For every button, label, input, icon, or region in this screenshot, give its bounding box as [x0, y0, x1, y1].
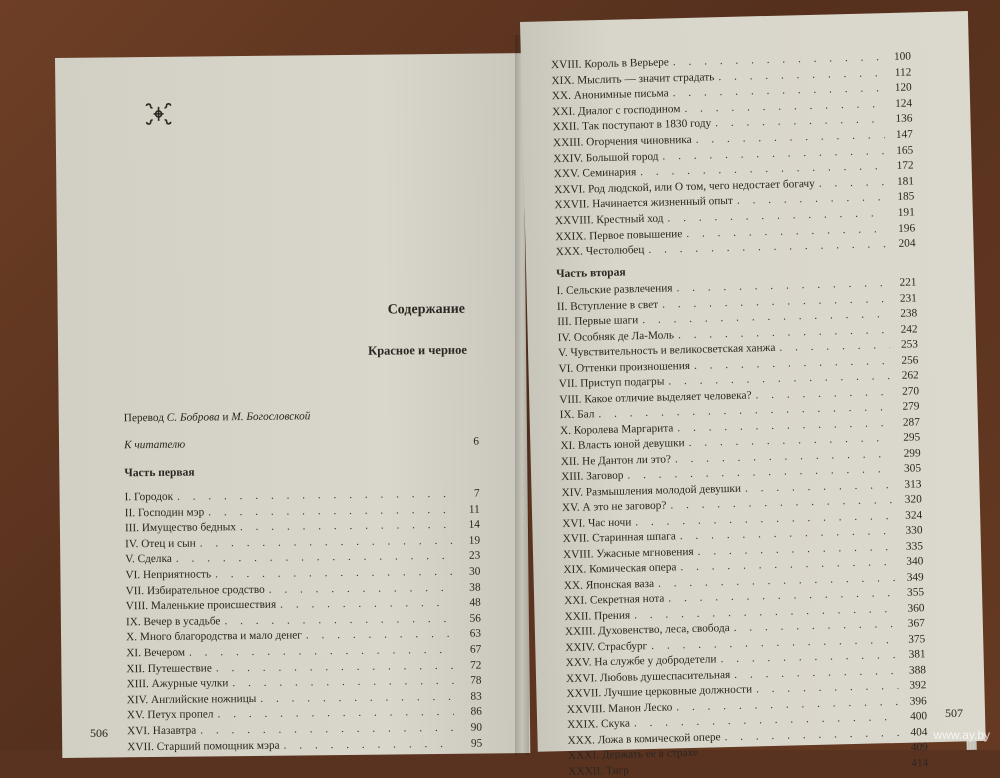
- dot-leader: [819, 176, 887, 190]
- toc-entry-label: X. Много благородства и мало денег: [126, 629, 302, 644]
- toc-entry-label: V. Сделка: [125, 553, 172, 566]
- dot-leader: [724, 726, 899, 742]
- toc-entry-label: XIII. Ажурные чулки: [126, 677, 229, 691]
- toc-entry-page: 136: [895, 112, 913, 126]
- dot-leader: [642, 308, 889, 326]
- toc-entry-label: I. Городок: [124, 490, 174, 504]
- toc-entry-page: 100: [893, 50, 912, 63]
- toc-entry-label: XX. Японская ваза: [563, 577, 655, 592]
- toc-entry-label: IX. Вечер в усадьбе: [125, 615, 221, 629]
- toc-entry-page: 305: [903, 462, 922, 475]
- toc-entry-page: 340: [906, 555, 924, 568]
- dot-leader: [696, 129, 885, 146]
- toc-entry-label: XV. Петух пропел: [126, 708, 214, 722]
- dot-leader: [779, 339, 890, 354]
- toc-entry-page: 185: [897, 190, 915, 204]
- dot-leader: [217, 706, 453, 720]
- toc-entry-label: VIII. Маленькие происшествия: [125, 598, 277, 613]
- toc-entry-page: 165: [896, 144, 914, 157]
- left-page: [55, 53, 530, 758]
- toc-entry-label: IV. Отец и сын: [125, 537, 196, 551]
- dot-leader: [662, 293, 889, 311]
- toc-entry: [126, 597, 481, 613]
- toc-entry: [125, 503, 480, 519]
- toc-entry-page: 238: [900, 307, 918, 320]
- dot-leader: [680, 525, 895, 542]
- dot-leader: [680, 556, 895, 573]
- toc-entry-page: 360: [907, 601, 925, 615]
- dot-leader: [662, 145, 885, 162]
- toc-entry-label: XXIV. Страсбург: [565, 639, 648, 654]
- toc-entry-page: 355: [906, 586, 925, 599]
- toc-entry-label: VIII. Какое отличие выделяет человека?: [559, 388, 752, 406]
- toc-entry-label: XXX. Честолюбец: [555, 244, 645, 259]
- dot-leader: [694, 355, 891, 372]
- dot-leader: [640, 160, 886, 178]
- toc-entry-label: XIII. Заговор: [560, 469, 624, 484]
- toc-entry-page: 72: [470, 659, 482, 672]
- dot-leader: [734, 618, 897, 634]
- toc-entry-page: 381: [908, 648, 926, 661]
- toc-entry-label: XV. А это не заговор?: [561, 499, 667, 515]
- dot-leader: [651, 633, 897, 651]
- dot-leader: [667, 207, 887, 224]
- dot-leader: [224, 613, 453, 627]
- toc-entry-page: 19: [468, 534, 481, 547]
- toc-entry-page: 287: [902, 415, 921, 429]
- toc-entry-page: 400: [909, 710, 928, 723]
- toc-entry-page: 196: [898, 222, 916, 235]
- toc-entry-page: 375: [908, 632, 926, 646]
- toc-entry: [126, 581, 481, 597]
- toc-entry-page: 279: [902, 400, 920, 413]
- part-one-heading: Часть первая: [124, 466, 195, 480]
- dot-leader: [737, 191, 887, 207]
- dot-leader: [745, 479, 894, 495]
- toc-entry-page: 409: [910, 741, 928, 754]
- toc-entry-label: XXI. Диалог с господином: [552, 102, 681, 119]
- toc-entry-page: 253: [900, 338, 919, 351]
- toc-entry: [125, 488, 480, 504]
- dot-leader: [280, 597, 453, 611]
- toc-entry-page: 349: [906, 570, 924, 584]
- dot-leader: [208, 503, 452, 518]
- toc-entry-page: 299: [903, 446, 921, 460]
- toc-entry-label: XXI. Секретная нота: [564, 592, 665, 608]
- toc-entry-page: 147: [895, 128, 914, 141]
- toc-entry: [127, 737, 482, 753]
- toc-entry-page: 295: [903, 431, 921, 444]
- dot-leader: [260, 691, 454, 705]
- toc-entry-page: 95: [470, 737, 483, 750]
- dot-leader: [670, 494, 894, 511]
- toc-entry-label: XII. Не Дантон ли это?: [560, 452, 672, 468]
- toc-entry-page: 90: [470, 721, 483, 734]
- toc-entry-page: 330: [905, 524, 923, 537]
- toc-entry-page: 388: [908, 663, 927, 677]
- dot-leader: [697, 540, 895, 557]
- dot-leader: [648, 238, 887, 256]
- dot-leader: [658, 571, 896, 589]
- ornament-icon: [143, 102, 173, 126]
- toc-entry-page: 14: [468, 518, 480, 531]
- page-number-right: 507: [945, 706, 963, 720]
- toc-entry-label: XXIII. Огорчения чиновника: [552, 133, 692, 150]
- toc-entry-label: XXIII. Духовенство, леса, свобода: [564, 622, 730, 639]
- toc-entry-label: XIX. Мыслить — значит страдать: [551, 70, 715, 87]
- toc-entry-page: 204: [898, 237, 916, 251]
- toc-entry: [126, 644, 481, 660]
- toc-entry-page: 242: [900, 322, 918, 336]
- toc-entry-label: XXVIII. Крестный ход: [554, 212, 664, 228]
- dot-leader: [284, 737, 455, 751]
- dot-leader: [677, 417, 892, 434]
- toc-entry-label: II. Господин мэр: [124, 506, 205, 519]
- toc-entry-page: 56: [469, 612, 481, 625]
- toc-entry-label: II. Вступление в свет: [556, 298, 659, 313]
- dot-leader: [688, 432, 892, 449]
- dot-leader: [684, 98, 884, 115]
- toc-entry-label: XXVII. Начинается жизненный опыт: [554, 195, 734, 212]
- toc-entry-page: 320: [904, 493, 922, 506]
- toc-entry-to-reader: К читателю 6: [123, 435, 480, 452]
- toc-entry-page: 86: [470, 705, 482, 719]
- toc-entry-label: XXIX. Скука: [567, 717, 631, 732]
- dot-leader: [215, 566, 452, 580]
- dot-leader: [232, 675, 453, 689]
- part-two-heading: Часть вторая: [556, 266, 626, 281]
- dot-leader: [306, 628, 453, 642]
- toc-entry-label: XXVIII. Манон Леско: [566, 700, 673, 716]
- toc-entry: [125, 550, 480, 566]
- toc-entry-page: 30: [469, 565, 481, 578]
- toc-entry-label: X. Королева Маргарита: [559, 421, 674, 437]
- toc-entry-label: I. Сельские развлечения: [556, 282, 673, 298]
- toc-entry-page: 63: [469, 627, 482, 641]
- toc-entry-page: 396: [909, 694, 927, 708]
- toc-entry-page: 262: [901, 369, 919, 382]
- dot-leader: [240, 519, 452, 533]
- dot-leader: [216, 659, 454, 673]
- dot-leader: [673, 82, 884, 99]
- dot-leader: [755, 386, 891, 401]
- toc-entry-label: XXVI. Род людской, или О том, чего недостает богачу: [553, 177, 815, 197]
- dot-leader: [200, 535, 452, 550]
- dot-leader: [189, 644, 453, 659]
- page-number-left: 506: [90, 726, 108, 740]
- toc-entry-label: XXXI. Держать ее в страхе: [567, 746, 699, 763]
- dot-leader: [673, 51, 883, 68]
- toc-entry: [125, 534, 480, 550]
- toc-entry-page: 313: [904, 477, 922, 491]
- toc-entry-label: XXIX. Первое повышение: [555, 227, 683, 243]
- toc-entry-page: 48: [469, 596, 481, 609]
- dot-leader: [200, 722, 454, 737]
- toc-entry-label: VII. Избирательное сродство: [125, 583, 265, 597]
- toc-entry-page: 231: [899, 291, 918, 305]
- toc-entry-label: XVII. Старинная шпага: [562, 530, 676, 546]
- dot-leader: [675, 448, 893, 465]
- dot-leader: [668, 370, 891, 387]
- toc-entry-label: XXX. Ложа в комической опере: [567, 730, 721, 747]
- toc-entry-label: XVII. Старший помощник мэра: [127, 739, 280, 753]
- toc-entry-label: XVIII. Ужасные мгновения: [562, 545, 694, 561]
- dot-leader: [676, 277, 888, 294]
- dot-leader: [715, 114, 885, 130]
- dot-leader: [720, 649, 897, 665]
- toc-entry-label: III. Имущество бедных: [124, 521, 237, 535]
- toc-entry-label: XVI. Назавтра: [126, 724, 197, 738]
- dot-leader: [177, 488, 452, 503]
- toc-entry-page: 256: [901, 353, 919, 367]
- toc-entry-label: XI. Вечером: [126, 646, 186, 660]
- toc-entry-page: 414: [911, 756, 929, 770]
- dot-leader: [686, 223, 887, 240]
- toc-entry-label: IX. Бал: [559, 408, 595, 422]
- toc-entry: [127, 675, 482, 691]
- contents-title: Содержание: [387, 301, 466, 318]
- toc-entry-page: 181: [896, 175, 915, 188]
- right-page: [520, 11, 986, 778]
- dot-leader: [718, 67, 883, 83]
- dot-leader: [678, 324, 890, 341]
- book-title: Красное и черное: [368, 342, 467, 358]
- dot-leader: [734, 664, 898, 680]
- toc-entry-label: IV. Особняк де Ла-Моль: [557, 328, 675, 344]
- toc-entry-page: 112: [894, 66, 912, 79]
- toc-entry-label: III. Первые шаги: [557, 314, 639, 329]
- toc-entry-label: XI. Власть юной девушки: [560, 437, 685, 453]
- toc-entry-label: XIV. Размышления молодой девушки: [561, 482, 742, 499]
- toc-entry-label: XXXII. Тигр: [568, 764, 630, 778]
- toc-entry-label: VII. Приступ подагры: [558, 375, 665, 391]
- toc-entry-page: 404: [910, 725, 928, 739]
- watermark: www.ay.by: [933, 728, 990, 742]
- dot-leader: [176, 550, 452, 565]
- toc-entry-page: 172: [896, 159, 914, 173]
- toc-entry-page: 367: [907, 617, 925, 630]
- toc-entry-page: 120: [894, 81, 912, 95]
- toc-entry-page: 335: [905, 539, 924, 553]
- dot-leader: [633, 757, 901, 776]
- dot-leader: [668, 587, 896, 605]
- toc-entry-label: XXV. Семинария: [553, 166, 637, 181]
- toc-entry-page: 221: [899, 276, 917, 289]
- toc-entry-label: XXIV. Большой город: [553, 150, 659, 165]
- toc-entry: [127, 706, 482, 722]
- toc-entry-page: 38: [469, 581, 481, 594]
- toc-entry-page: 392: [909, 679, 927, 692]
- toc-entry-page: 83: [470, 690, 482, 703]
- toc-entry: [125, 566, 480, 582]
- toc-entry: [126, 628, 481, 644]
- toc-entry: [126, 659, 481, 675]
- dot-leader: [702, 742, 900, 759]
- toc-entry-page: 78: [470, 674, 482, 687]
- toc-entry-label: XXII. Прения: [564, 608, 631, 623]
- toc-entry-label: XVI. Час ночи: [562, 515, 632, 530]
- translation-credit: Перевод С. Боброва и М. Богословской: [123, 410, 311, 425]
- toc-entry-label: XX. Анонимные письма: [551, 87, 669, 103]
- toc-entry-label: XXV. На службе у добродетели: [565, 653, 717, 670]
- toc-entry-page: 270: [902, 384, 920, 398]
- toc-entry-label: XXVI. Любовь душеспасительная: [565, 668, 731, 685]
- toc-entry-page: 191: [897, 206, 915, 219]
- toc-entry-label: V. Чувствительность и великосветская ханжа: [557, 341, 776, 360]
- dot-leader: [269, 581, 453, 595]
- toc-entry-page: 11: [468, 503, 480, 516]
- toc-entry: [127, 690, 482, 706]
- toc-entry: [126, 612, 481, 628]
- toc-entry-label: XXVII. Лучшие церковные должности: [566, 683, 753, 701]
- toc-entry-page: 124: [895, 97, 913, 110]
- toc-entry-page: 23: [468, 549, 481, 563]
- toc-entry-label: XXII. Так поступают в 1830 году: [552, 117, 712, 134]
- toc-entry-page: 324: [905, 508, 923, 522]
- toc-entry-label: VI. Оттенки произношения: [558, 359, 691, 375]
- toc-entry-label: XIV. Английские ножницы: [126, 692, 257, 707]
- toc-entry-label: XIX. Комическая опера: [563, 561, 677, 577]
- toc-entry-label: VI. Неприятность: [125, 568, 212, 582]
- toc-entry: [127, 722, 482, 738]
- dot-leader: [676, 695, 899, 712]
- toc-entry-page: 7: [473, 487, 480, 500]
- toc-entry-label: XII. Путешествие: [126, 661, 212, 675]
- dot-leader: [756, 680, 899, 695]
- toc-entry: [125, 519, 480, 535]
- toc-entry-label: XVIII. Король в Верьере: [550, 56, 670, 72]
- toc-entry-page: 67: [469, 643, 482, 656]
